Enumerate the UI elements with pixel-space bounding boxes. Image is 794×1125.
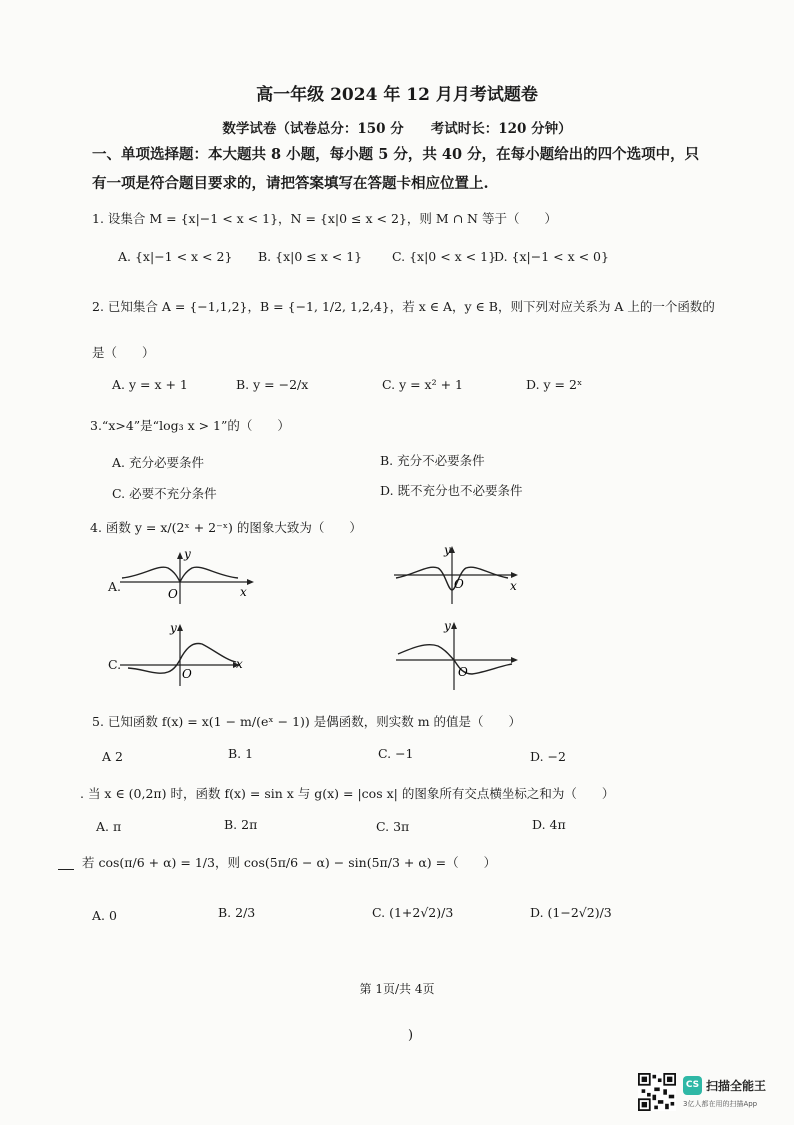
stray-mark: )	[408, 1028, 414, 1043]
q5-option-d: D. −2	[530, 749, 566, 764]
q4-c-x-label: x	[236, 657, 243, 671]
q3-option-d: D. 既不充分也不必要条件	[380, 483, 523, 498]
q4-c-y-label: y	[170, 621, 177, 635]
q6-option-a: A. π	[96, 819, 122, 834]
q6-option-d: D. 4π	[532, 817, 566, 832]
section-heading-line1: 一、单项选择题：本大题共 8 小题，每小题 5 分，共 40 分，在每小题给出的四个选项中，只	[92, 146, 700, 163]
q4-a-origin: O	[168, 587, 178, 601]
q7-option-c: C. (1+2√2)/3	[372, 905, 454, 920]
q2-option-a: A. y = x + 1	[112, 377, 188, 392]
q4-a-x-label: x	[240, 585, 247, 599]
q3-stem: 3.“x>4”是“log₃ x > 1”的（ ）	[90, 418, 290, 433]
q1-option-a: A. {x|−1 < x < 2}	[118, 249, 233, 264]
q4-label-c: C.	[108, 657, 122, 672]
q4-graph-d	[392, 618, 527, 693]
q3-option-a: A. 充分必要条件	[112, 455, 204, 470]
section-heading-line2: 有一项是符合题目要求的，请把答案填写在答题卡相应位置上.	[92, 175, 489, 192]
q4-stem: 4. 函数 y = x/(2ˣ + 2⁻ˣ) 的图象大致为（ ）	[90, 520, 362, 535]
q1-option-d: D. {x|−1 < x < 0}	[494, 249, 609, 264]
qr-code-icon	[638, 1073, 676, 1111]
scan-mark-dash	[58, 869, 74, 870]
q4-d-y-label: y	[444, 619, 451, 633]
q4-d-origin: O	[458, 665, 468, 679]
exam-info: 数学试卷（试卷总分：150 分 考试时长：120 分钟）	[222, 121, 572, 137]
q1-option-c: C. {x|0 < x < 1}	[392, 249, 497, 264]
q1-stem: 1. 设集合 M = {x|−1 < x < 1}，N = {x|0 ≤ x < 2}，则 M ∩ N 等于（ ）	[92, 211, 557, 226]
scanner-app-name: 扫描全能王	[706, 1079, 767, 1093]
q5-option-a: A 2	[102, 749, 123, 764]
scanner-logo-icon: CS	[683, 1076, 702, 1095]
q2-option-b: B. y = −2/x	[236, 377, 309, 392]
q2-stem-cont: 是（ ）	[92, 345, 155, 360]
q7-option-a: A. 0	[92, 908, 117, 923]
q7-option-b: B. 2/3	[218, 905, 256, 920]
q6-stem: . 当 x ∈ (0,2π) 时，函数 f(x) = sin x 与 g(x) = |cos x| 的图象所有交点横坐标之和为（ ）	[80, 786, 615, 801]
q4-graph-b	[392, 542, 527, 607]
q2-option-d: D. y = 2ˣ	[526, 377, 583, 392]
q5-stem: 5. 已知函数 f(x) = x(1 − m/(eˣ − 1)) 是偶函数，则实数 m 的值是（ ）	[92, 714, 522, 729]
q4-label-a: A.	[108, 579, 122, 594]
q1-option-b: B. {x|0 ≤ x < 1}	[258, 249, 363, 264]
q7-option-d: D. (1−2√2)/3	[530, 905, 612, 920]
q4-graph-a	[118, 548, 258, 606]
q3-option-b: B. 充分不必要条件	[380, 453, 485, 468]
q4-b-origin: O	[454, 577, 464, 591]
q4-b-y-label: y	[444, 543, 451, 557]
scanner-tagline: 3亿人都在用的扫描App	[683, 1100, 758, 1108]
q7-stem: 若 cos(π/6 + α) = 1/3，则 cos(5π/6 − α) − sin(5π/3 + α) =（ ）	[82, 855, 497, 870]
q4-graph-c	[118, 620, 258, 688]
q4-b-x-label: x	[510, 579, 517, 593]
q4-c-origin: O	[182, 667, 192, 681]
q2-stem: 2. 已知集合 A = {−1,1,2}，B = {−1, 1/2, 1,2,4}，若 x ∈ A，y ∈ B，则下列对应关系为 A 上的一个函数的	[92, 299, 715, 314]
page-title: 高一年级 2024 年 12 月月考试题卷	[256, 85, 538, 105]
page-number: 第 1页/共 4页	[359, 982, 435, 996]
q4-a-y-label: y	[184, 548, 191, 561]
q3-option-c: C. 必要不充分条件	[112, 486, 217, 501]
q5-option-c: C. −1	[378, 746, 414, 761]
q5-option-b: B. 1	[228, 746, 254, 761]
q6-option-b: B. 2π	[224, 817, 258, 832]
q6-option-c: C. 3π	[376, 819, 410, 834]
q2-option-c: C. y = x² + 1	[382, 377, 463, 392]
